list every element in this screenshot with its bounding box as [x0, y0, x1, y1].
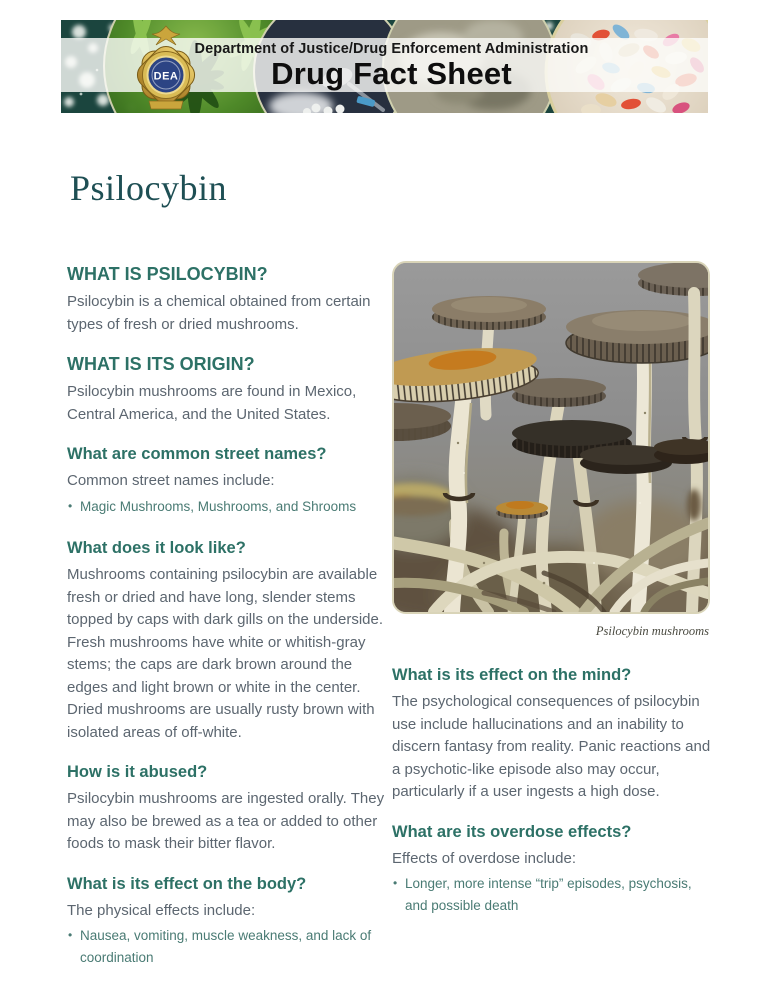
- sheet-title: Drug Fact Sheet: [271, 55, 512, 91]
- heading-origin: WHAT IS ITS ORIGIN?: [67, 354, 255, 374]
- body-abused: Psilocybin mushrooms are ingested orally. They may also be brewed as a tea or added to other foods to mask their bitter flavor.: [67, 790, 385, 852]
- body-origin: Psilocybin mushrooms are found in Mexico, Central America, and the United States.: [67, 383, 357, 423]
- header-banner: [61, 20, 708, 113]
- dea-badge-icon: [125, 25, 207, 113]
- bullet-overdose: • Longer, more intense “trip” episodes, psychosis, and possible death: [392, 873, 712, 916]
- dea-badge-text: DEA: [153, 70, 179, 83]
- heading-effect-mind: What is its effect on the mind?: [392, 666, 632, 684]
- heading-street-names: What are common street names?: [67, 445, 327, 463]
- lead-street-names: Common street names include:: [67, 472, 275, 489]
- left-column: [67, 263, 393, 988]
- agency-line: Department of Justice/Drug Enforcement Administration: [194, 40, 589, 57]
- heading-abused: How is it abused?: [67, 763, 208, 781]
- body-what-is: Psilocybin is a chemical obtained from certain types of fresh or dried mushrooms.: [67, 293, 371, 333]
- right-column: [392, 261, 712, 936]
- page-title: Psilocybin: [70, 168, 228, 208]
- bullet-effect-body: • Nausea, vomiting, muscle weakness, and lack of coordination: [67, 925, 393, 968]
- heading-look-like: What does it look like?: [67, 539, 246, 557]
- bullet-street-names: • Magic Mushrooms, Mushrooms, and Shrooms: [67, 496, 393, 518]
- heading-what-is: WHAT IS PSILOCYBIN?: [67, 264, 268, 284]
- heading-effect-body: What is its effect on the body?: [67, 874, 307, 893]
- lead-overdose: Effects of overdose include:: [392, 849, 576, 867]
- body-effect-mind: The psychological consequences of psilocybin use include hallucinations and an inability to discern fantasy from reality. Panic reactions and a psychotic-like episode also may occur, particularly if a user ingests a high dose.: [392, 693, 711, 800]
- heading-overdose: What are its overdose effects?: [392, 822, 632, 841]
- psilocybin-mushrooms-photo: [392, 261, 710, 614]
- photo-caption: Psilocybin mushrooms: [595, 624, 709, 638]
- lead-effect-body: The physical effects include:: [67, 901, 256, 919]
- body-look-like: Mushrooms containing psilocybin are available fresh or dried and have long, slender stems topped by caps with dark gills on the underside. Fresh mushrooms have white or whitish-gray stems; the caps are dark brown around the edges and light brown or white in the center. Dried mushrooms are usually rusty brown with isolated areas of off-white.: [67, 566, 384, 741]
